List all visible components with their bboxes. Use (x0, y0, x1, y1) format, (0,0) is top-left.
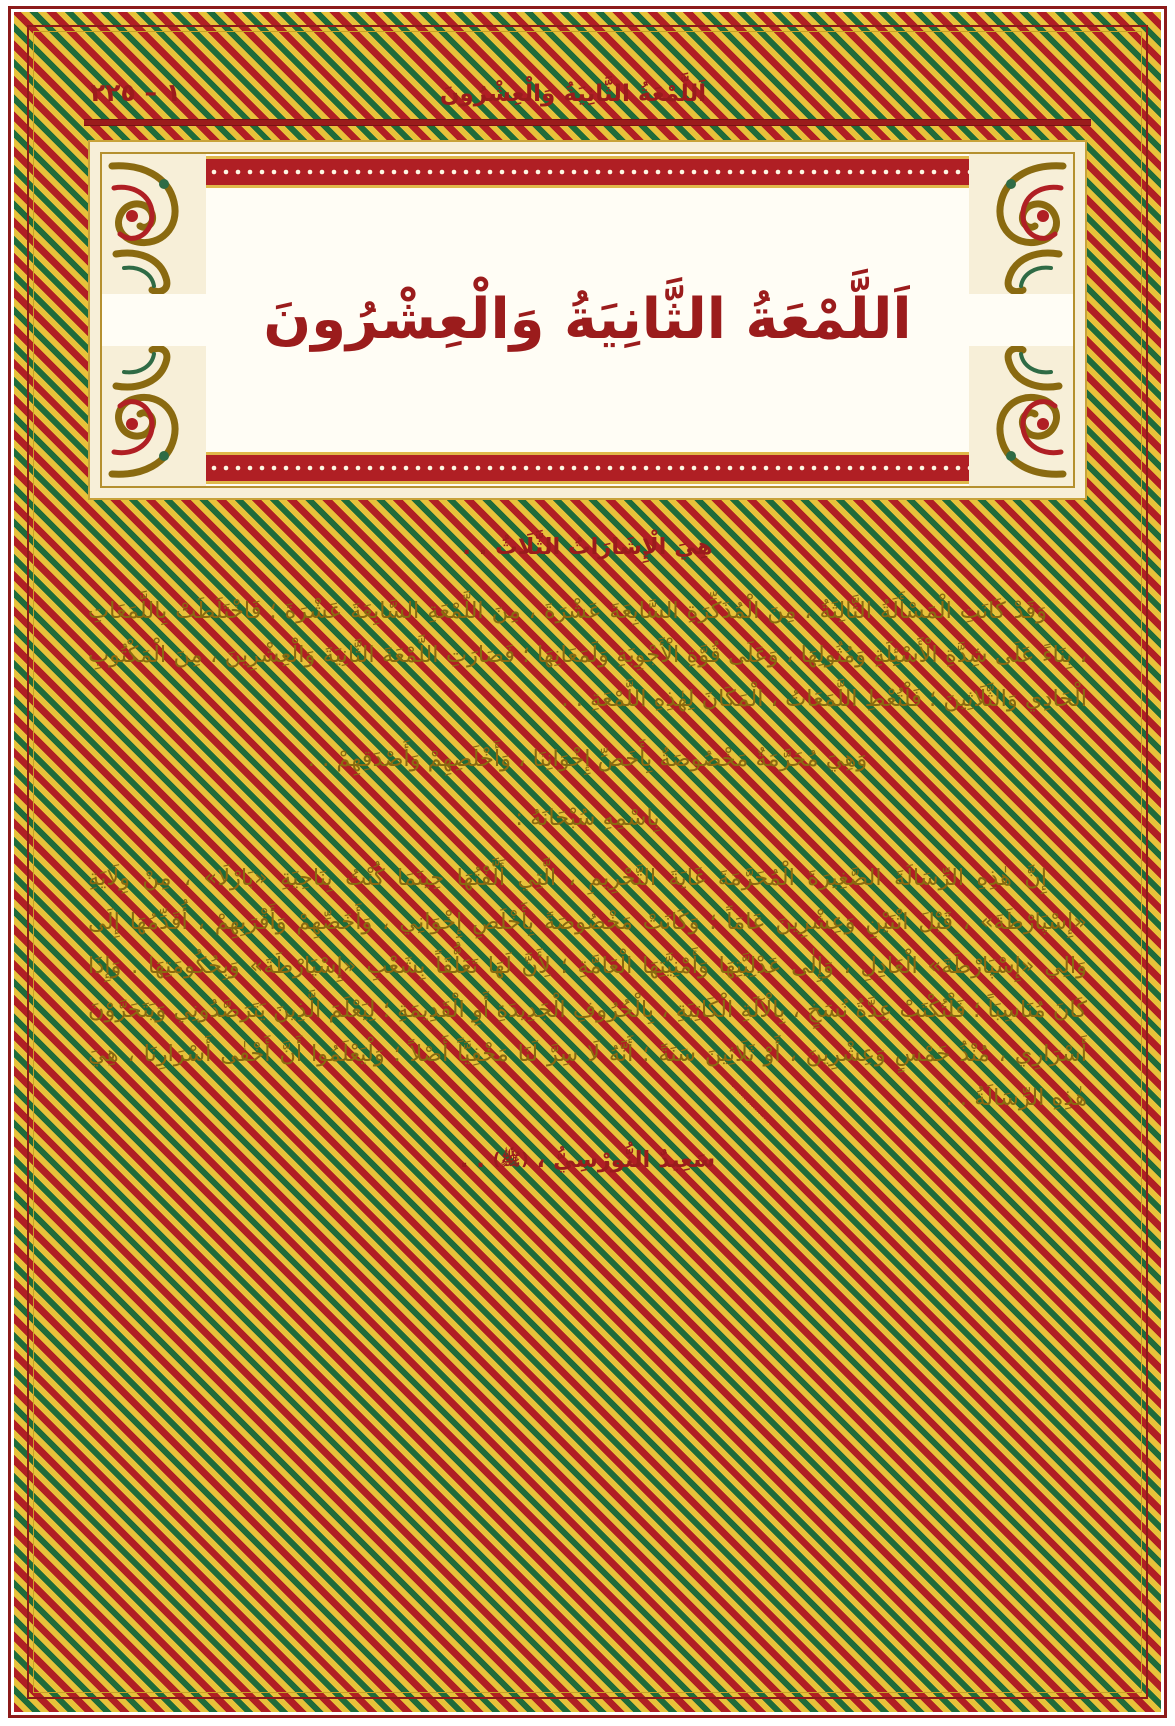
salutation-seal-icon: (ﷺ) (492, 1149, 529, 1170)
running-title: اَللَّمْعَةُ الثَّانِيَةُ وَالْعِشْرُونَ (439, 81, 707, 107)
header-rule (84, 119, 1091, 126)
chapter-title: اَللَّمْعَةُ الثَّانِيَةُ وَالْعِشْرُونَ (263, 287, 912, 352)
page-content (48, 52, 1127, 1678)
title-cartouche (88, 140, 1087, 500)
signature-name: سَعِيدٌ النُّورْسِيُّ ، (528, 1146, 716, 1173)
basmala-line: بِاسْمِهِ سُبْحَانَهُ : (515, 805, 660, 832)
signature-line (88, 1139, 1087, 1183)
arabesque-corner-bottom-left-icon (102, 346, 206, 486)
paragraph-2: وَهِيَ مُحَرَّمَةٌ مَخْصُوصَةٌ بِأَخَصِّ إِخْوَانِنَا ، وَأَخْلَصِهِمْ وَأَصْدَقِهِمْ . . (307, 745, 868, 772)
section-heading: هِيَ الْإِشَارَاتُ الثَّلَاثُ . . (462, 534, 713, 560)
page-number: ١ – ٢٢٥ (90, 78, 181, 107)
signature-tail: . . (459, 1146, 493, 1173)
arabesque-corner-top-left-icon (102, 154, 206, 294)
arabesque-corner-top-right-icon (969, 154, 1073, 294)
cartouche-top-bar (190, 156, 985, 188)
cartouche-bottom-bar (190, 452, 985, 484)
page-header (74, 70, 1101, 111)
paragraph-4: إِنَّ هٰذِهِ الرِّسَالَةَ الصَّغِيرَةَ الْمُحَرَّمَةَ غَايَةَ التَّحْرِيمِ ، الَّتِي أَلَّفْتُهَا حِينَمَا كُنْتُ بِنَاحِيَةِ «بَارْلَا» ، مِنْ وِلَايَةِ «إِسْپَارْطَةَ» ، قَبْلَ اثْنَيْنِ وَعِشْرِينَ عَامَاً ؛ وَكَانَتْ مَخْصُوصَةً بِأَخْلَصِ إِخْوَانِي ، وَأَخَصِّهِمْ وَأَقْرَبِهِمْ ، أُقَدِّمُهَا إِلَى وَالِي «إِسْپَارْطَةَ» الْعَادِلِ ، وَإِلٰى عَدْلِيَّتِهَا وَأَمْنِيَّتِهَا الْعَامَّةِ ؛ لِأَنَّ لَهَا تَعَلُّقَاً بِشَعْبِ «إِسْپَارْطَةَ» وَبِحُكُومَتِهَا . وَإِذَا كَانَ مُنَاسِبَاً ؛ فَلْتُكْتَبْ عِدَّةُ نُسَخٍ ، بِالْآلَةِ الْكَاتِبَةِ ، بِالْحُرُوفِ الْجَدِيدَةِ أَوِ الْقَدِيمَةِ ؛ لِيَعْلَمَ الَّذِينَ يَتَرَصَّدُونِي وَيَتَحَرَّوْنَ أَسْرَارِي ، مُنْذُ خَمْسٍ وَعِشْرِينَ ، أَوْ ثَلَاثِينَ سَنَةً ؛ أَنَّهُ لَا سِرَّ لَنَا مَخْفِيَّاً أَصْلاً ؛ وَلْيَعْلَمُوا أَنَّ أَخْفٰى أَسْرَارِنَا ، هِيَ هٰذِهِ الرِّسَالَةُ . . (88, 865, 1087, 1111)
arabesque-corner-bottom-right-icon (969, 346, 1073, 486)
paragraph-1: وَقَدْ كَانَتِ الْمَسْأَلَةُ الثَّالِثَةُ ، مِنَ الْمُذَكِّرَةِ السَّابِعَةَ عَشْرَةَ ، مِنَ اللَّمْعَةِ السَّابِعَةَ عَشْرَةَ ؛ فَاخْتَلَطَتْ بِاللَّمَعَاتِ ، بِنَاءً عَلَى شِدَّةِ الْأَسْئِلَةِ وَمُثُولِهَا ، وَعَلَى قُوَّةِ الْأَجْوِبَةِ وَلَمَعَانِهَا ؛ فَصَارَتِ اللَّمْعَةَ الثَّانِيَةَ وَالْعِشْرِينَ ، مِنَ الْمَكْتُوبِ الْحَادِي وَالثَّلَاثِينَ ؛ فَلْتُعْطِ اللَّمَعَاتُ ، الْمَكَانَ لِهٰذِهِ اللَّمْعَةِ . . (88, 597, 1087, 712)
body-text (74, 526, 1101, 1182)
